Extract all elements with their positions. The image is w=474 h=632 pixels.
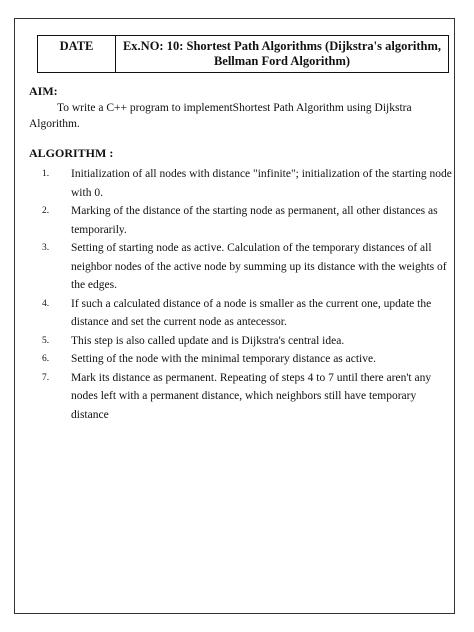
experiment-title <box>116 36 448 72</box>
algorithm-step <box>42 239 452 295</box>
header-table <box>37 35 449 73</box>
step-number: 7. <box>42 372 50 383</box>
step-number: 1. <box>42 169 50 179</box>
algorithm-steps <box>42 165 452 424</box>
step-text: Setting of the node with the minimal temporary distance as active. <box>71 353 376 365</box>
date-cell: DATE <box>38 36 116 72</box>
step-number: 6. <box>42 354 50 364</box>
step-number: 5. <box>42 335 50 346</box>
step-text: Initialization of all nodes with distance "infinite"; initialization of the starting node with 0. <box>71 168 452 199</box>
step-number: 4. <box>42 298 50 309</box>
step-text: Mark its distance as permanent. Repeating of steps 4 to 7 until there aren't any nodes left with a permanent distance, which neighbors still have temporary distance <box>71 371 432 421</box>
step-text: If such a calculated distance of a node is smaller as the current one, update the distance and set the current node as antecessor. <box>71 297 432 328</box>
step-text: Marking of the distance of the starting node as permanent, all other distances as temporarily. <box>71 205 438 236</box>
experiment-title-line-2: Bellman Ford Algorithm) <box>213 54 351 68</box>
algorithm-step <box>42 369 452 425</box>
algorithm-step <box>42 202 452 239</box>
step-number: 3. <box>42 243 50 253</box>
step-number: 2. <box>42 206 50 216</box>
step-text: Setting of starting node as active. Calculation of the temporary distances of all neighbor nodes of the active node by summing up its distance with the weights of the edges. <box>71 242 447 291</box>
algorithm-step <box>42 165 452 202</box>
aim-heading: AIM: <box>29 84 58 98</box>
algorithm-step <box>42 350 452 369</box>
step-text: This step is also called update and is Dijkstra's central idea. <box>71 334 345 347</box>
algorithm-step <box>42 295 452 332</box>
algorithm-step <box>42 332 452 351</box>
algorithm-heading: ALGORITHM : <box>29 146 114 160</box>
aim-text: To write a C++ program to implementShortest Path Algorithm using Dijkstra Algorithm. <box>29 102 412 130</box>
experiment-title-line-1: Ex.NO: 10: Shortest Path Algorithms (Dijkstra's algorithm, <box>122 39 442 53</box>
